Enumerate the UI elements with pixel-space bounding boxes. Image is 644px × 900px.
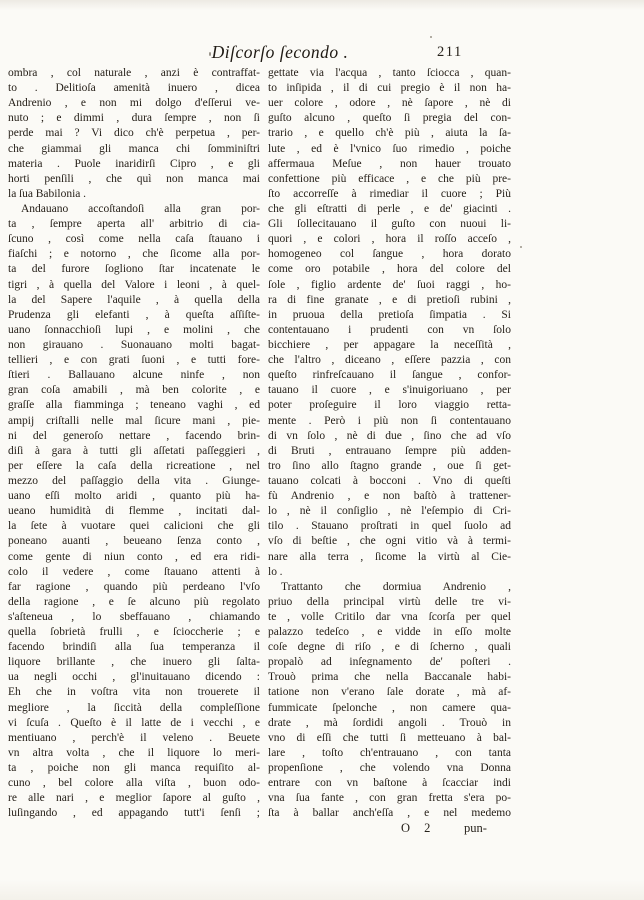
text-line: come gente di niun conto , ed era ridi- <box>8 550 260 563</box>
signature-mark: O 2 <box>401 821 431 835</box>
text-line: drate , mà ſordidi angoli . Trouò in <box>268 716 511 729</box>
paragraph <box>268 580 511 822</box>
text-line: fummicate ſpelonche , non camere qua- <box>268 701 511 714</box>
text-line: ta , ſempre aperta all' arbitrio di cia- <box>8 218 260 231</box>
text-line: lo . <box>268 565 283 578</box>
text-line: ampij criſtalli nelle mal ſicure mani , pie- <box>8 414 260 427</box>
text-line: vi ſcuſa . Queſto è il latte de i vecchi , e <box>8 716 260 729</box>
text-line: trario , e quello ch'è più , aiuta la ſa- <box>268 127 511 140</box>
catchword: pun- <box>464 821 487 835</box>
text-line: megliore , la ſiccità della compleſſione <box>8 701 260 714</box>
text-line: mezzo del paſſaggio della vita . Giunge- <box>8 474 260 487</box>
text-line: to . Delitioſa amenità inuero , dicea <box>8 82 260 95</box>
text-line: ombra , col naturale , anzi è contraffat- <box>8 67 260 79</box>
paragraph <box>8 202 260 821</box>
text-line: tellieri , e con grati ſuoni , e tutti fore- <box>8 354 260 367</box>
text-line: in pruoua della pretioſa ſimpatia . Si <box>268 308 511 321</box>
text-line: che giammai gli manca chi ſomminiſtri <box>8 142 260 155</box>
text-line: vno di eſſi che tutti ſi metteuano à bal- <box>268 731 511 744</box>
text-line: tilo . Stauano proſtrati in quel ſuolo ad <box>268 520 511 533</box>
text-line: nuto ; e dimmi , dura ſempre , non ſi <box>8 112 260 125</box>
text-line: quori , e colori , hora il roſſo acceſo , <box>268 233 511 246</box>
text-line: mente . Però i più non ſi contentauano <box>268 414 511 427</box>
page-number: 211 <box>437 44 463 60</box>
text-line: ueano humidità di flemme , incitati dal- <box>8 505 260 518</box>
text-line: te , volle Critilo dar vna ſcorſa per quel <box>268 610 511 623</box>
text-line: tigri , à quella del Valore i leoni , à quel- <box>8 278 260 291</box>
text-line: mentiuano , perch'è il veleno . Beuete <box>8 731 260 744</box>
text-line: fù Andrenio , e non baſtò à trattener- <box>268 490 511 503</box>
text-line: tatione non v'erano ſale dorate , mà af- <box>268 686 511 699</box>
text-line: poneano auanti , beueano ſenza conto , <box>8 535 260 548</box>
text-line: confettione più efficace , e che più pre- <box>268 172 511 185</box>
text-line: Eh che in voſtra vita non trouerete il <box>8 686 260 699</box>
text-line: to inſipida , il di cui pregio è il non ha- <box>268 82 511 95</box>
text-line: liquore brillante , che inuero gli ſalta- <box>8 656 260 669</box>
text-line: propalò ad inſegnamento de' poſteri . <box>268 656 511 669</box>
text-line: Trattanto che dormiua Andrenio , <box>281 580 511 593</box>
text-line: diſi à gara à tutti gli aſſetati paſſeggieri , <box>8 444 260 457</box>
text-line: Andrenio , e non mi dolgo d'eſſerui ve- <box>8 97 260 110</box>
text-line: graſſe alla fiamminga ; teneano vaghi , ed <box>8 399 260 412</box>
text-line: di Bruti , entrauano ſempre più adden- <box>268 444 511 457</box>
running-head-title: Diſcorſo ſecondo . <box>211 42 349 62</box>
text-line: materia . Puole inaridirſi Cipro , e gli <box>8 157 260 170</box>
text-line: poter proſeguire il loro viaggio retta- <box>268 399 511 412</box>
text-line: affermaua Meſue , non hauer trouato <box>268 157 511 170</box>
text-line: la ſete à vuotare quei calicioni che gli <box>8 520 260 533</box>
text-line: quella ſobrietà frulli , e ſcioccherie ; e <box>8 626 260 639</box>
text-line: coſe degne di riſo , e di ſcherno , quali <box>268 641 511 654</box>
text-line: che l'altro , diceano , eſſere pazzia , con <box>268 354 511 367</box>
text-line: Prudenza gli elefanti , à queſta aſſiſte- <box>8 308 260 321</box>
text-line: s'aſteneua , lo sbeffauano , chiamando <box>8 610 260 623</box>
text-line: non girauano . Suonauano molti bagat- <box>8 338 260 351</box>
text-line: palazzo tedeſco , e vidde in eſſo molte <box>268 626 511 639</box>
text-line: ſta à ballar anch'eſſa , e nel medemo <box>268 807 511 820</box>
ink-speck <box>430 36 432 38</box>
text-column-right <box>268 66 511 821</box>
text-line: queſto rinfreſcauano il ſangue , confor- <box>268 369 511 382</box>
text-line: gettate via l'acqua , tanto ſciocca , quan- <box>268 67 511 79</box>
text-line: perde mai ? Vi dico ch'è perpetua , per- <box>8 127 260 140</box>
signature-row <box>268 821 511 837</box>
text-line: la del Sapere l'aquile , à quella della <box>8 293 260 306</box>
text-line: uer colore , odore , nè ſapore , nè di <box>268 97 511 110</box>
text-line: che gli eſtratti di perle , e de' giacinti . <box>268 202 511 215</box>
text-line: bicchiere , per appagare la neceſſità , <box>268 338 511 351</box>
text-line: lare , toſto ch'entrauano , con tanta <box>268 746 511 759</box>
text-line: ni del generoſo nettare , facendo brin- <box>8 429 260 442</box>
text-line: fiaſchi ; e notorno , che ſicome alla por- <box>8 248 260 261</box>
text-line: lo , nè il conſiglio , nè l'eſempio di Cri- <box>268 505 511 518</box>
paragraph <box>268 66 511 580</box>
text-line: vſo di beſtie , che ogni vitio và à termi- <box>268 535 511 548</box>
text-line: di vn ſolo , nè di due , ſino che ad vſo <box>268 429 511 442</box>
text-line: ſtieri . Ballauano alcune ninfe , non <box>8 369 260 382</box>
text-line: vna ſua fante , con gran fretta s'era po- <box>268 792 511 805</box>
text-line: guſto alcuno , queſto ſi pregia del con- <box>268 112 511 125</box>
text-line: facendo brindiſi alla ſua temperanza il <box>8 641 260 654</box>
text-line: cuno , bel colore alla viſta , buon odo- <box>8 777 260 790</box>
text-line: re alle nari , e meglior ſapore al guſto , <box>8 792 260 805</box>
paragraph <box>8 66 260 202</box>
text-line: ta , poiche non gli manca requiſito al- <box>8 762 260 775</box>
ink-speck <box>209 52 211 56</box>
text-line: ſcuno , così come nella caſa ſtauano i <box>8 233 260 246</box>
text-line: nare alla terra , ſicome la virtù al Cie- <box>268 550 511 563</box>
text-line: entrare con vn baſtone à ſcacciar indi <box>268 777 511 790</box>
text-line: Andauano accoſtandoſi alla gran por- <box>21 202 260 215</box>
text-line: ſto accorreſſe à rimediar il cuore ; Più <box>268 187 511 200</box>
text-line: luſingando , ed appagando tutt'i ſenſi ; <box>8 807 260 820</box>
text-line: Gli ſollecitauano il guſto con nuoui li- <box>268 218 511 231</box>
text-line: Trouò prima che nella Baccanale habi- <box>268 671 511 684</box>
text-line: della ragione , e ſe alcuno più regolato <box>8 595 260 608</box>
text-line: ta del furore ſogliono ſtar incatenate le <box>8 263 260 276</box>
text-line: la ſua Babilonia . <box>8 187 86 200</box>
text-line: tauano colcati à bocconi . Vno di queſti <box>268 474 511 487</box>
text-line: ſole , figlio ardente de' ſuoi raggi , ho- <box>268 278 511 291</box>
text-line: far ragione , quando più perdeano l'vſo <box>8 580 260 593</box>
text-line: lute , ed è l'vnico ſuo rimedio , poiche <box>268 142 511 155</box>
text-line: priuo della principal virtù delle tre vi- <box>268 595 511 608</box>
text-line: come oro potabile , hora del colore del <box>268 263 511 276</box>
text-line: gran coſa amabili , mà ben colorite , e <box>8 384 260 397</box>
text-line: contentauano i prudenti con vn ſolo <box>268 323 511 336</box>
text-line: homogeneo col ſangue , hora dorato <box>268 248 511 261</box>
text-column-left <box>8 66 260 821</box>
text-line: horti penſili , che quì non manca mai <box>8 172 260 185</box>
text-line: ra di fine granate , e di pretioſi rubini , <box>268 293 511 306</box>
text-line: colo il vedere , come ſtauano attenti à <box>8 565 260 578</box>
text-line: ua negli occhi , gl'inuitauano dicendo : <box>8 671 260 684</box>
ink-speck <box>520 246 522 248</box>
text-line: tro ſino allo ſtagno grande , oue ſi get- <box>268 459 511 472</box>
text-line: per eſſere la caſa della ricreatione , nel <box>8 459 260 472</box>
text-line: tauano il cuore , e s'inuigoriuano , per <box>268 384 511 397</box>
text-line: vn altra volta , che il liquore lo meri- <box>8 746 260 759</box>
text-line: propenſione , che volendo vna Donna <box>268 762 511 775</box>
text-line: uano eſſi molto aridi , quanto più ha- <box>8 490 260 503</box>
text-line: uano ſonnacchioſi lupi , e molini , che <box>8 323 260 336</box>
